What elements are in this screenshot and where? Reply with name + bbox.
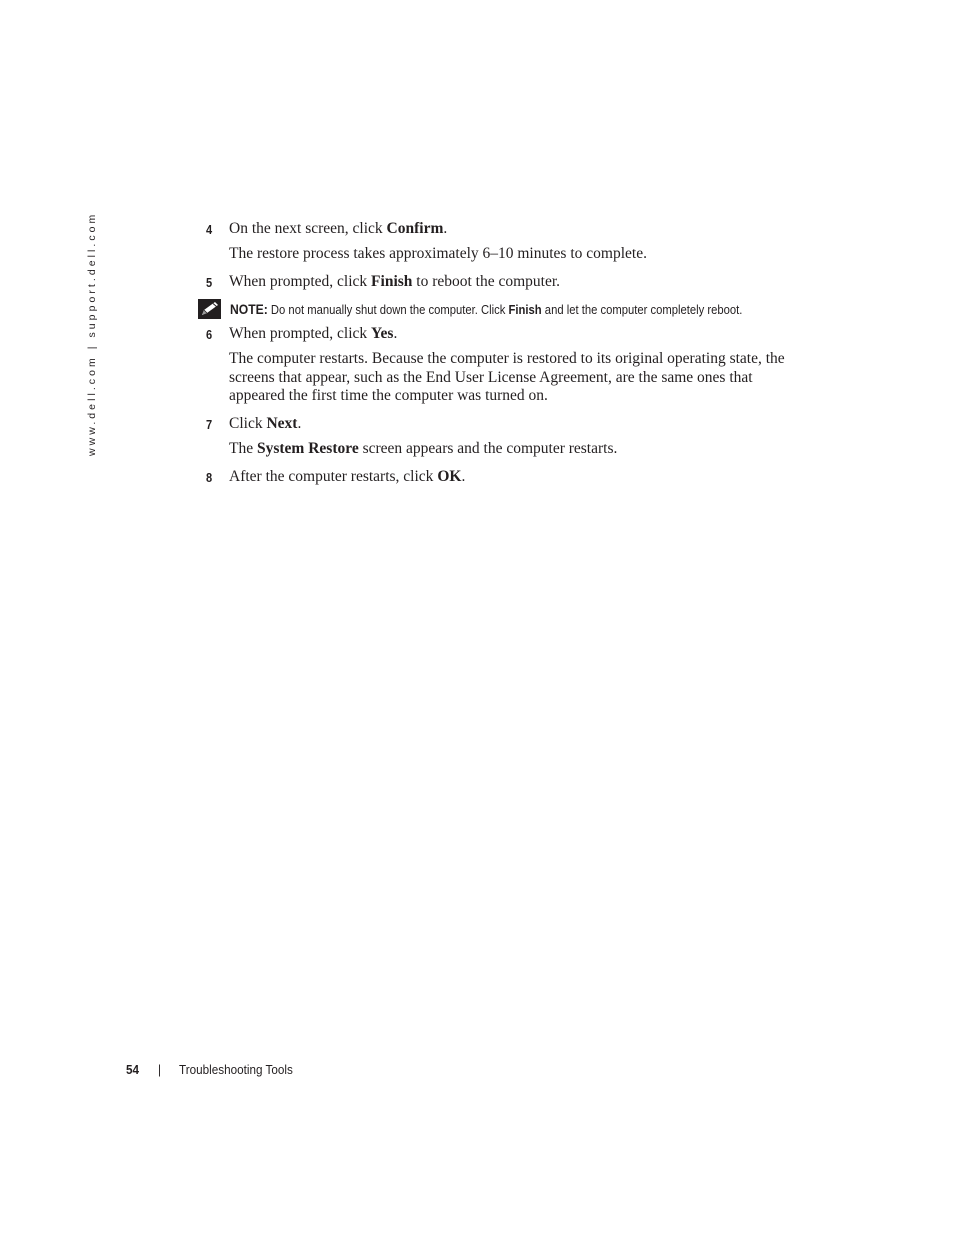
step-instruction: After the computer restarts, click OK. — [229, 468, 466, 485]
ui-term-finish: Finish — [508, 303, 542, 317]
ui-term-ok: OK — [437, 468, 462, 485]
footer-separator: | — [158, 1062, 162, 1077]
step-instruction: When prompted, click Finish to reboot the computer. — [229, 273, 561, 290]
ui-term-system-restore: System Restore — [256, 440, 359, 457]
side-url-text: www.dell.com | support.dell.com — [86, 211, 98, 456]
step-7-body: The System Restore screen appears and the computer restarts. — [229, 440, 618, 457]
note-callout — [198, 299, 818, 321]
ui-term-finish: Finish — [371, 273, 413, 290]
step-6-body: The computer restarts. Because the computer is restored to its original operating state, the screens that appear, such as the End User License Agreement, are the same ones that appeared the first time the computer was turned on. — [229, 350, 785, 404]
pencil-note-icon — [198, 299, 221, 319]
ui-term-confirm: Confirm — [386, 220, 444, 237]
note-label: NOTE: — [230, 302, 268, 317]
ui-term-next: Next — [266, 415, 298, 432]
step-4-body: The restore process takes approximately 6–10 minutes to complete. — [229, 245, 647, 262]
step-number: 6 — [206, 327, 213, 342]
step-instruction: When prompted, click Yes. — [229, 325, 398, 342]
step-instruction: On the next screen, click Confirm. — [229, 220, 448, 237]
step-number: 8 — [206, 470, 213, 485]
section-title: Troubleshooting Tools — [179, 1062, 293, 1077]
step-instruction: Click Next. — [229, 415, 302, 432]
step-number: 5 — [206, 275, 213, 290]
note-text: NOTE: Do not manually shut down the computer. Click Finish and let the computer completely reboot. — [230, 302, 743, 317]
step-number: 7 — [206, 417, 213, 432]
step-number: 4 — [206, 222, 213, 237]
page-number: 54 — [126, 1062, 140, 1077]
ui-term-yes: Yes — [371, 325, 394, 342]
